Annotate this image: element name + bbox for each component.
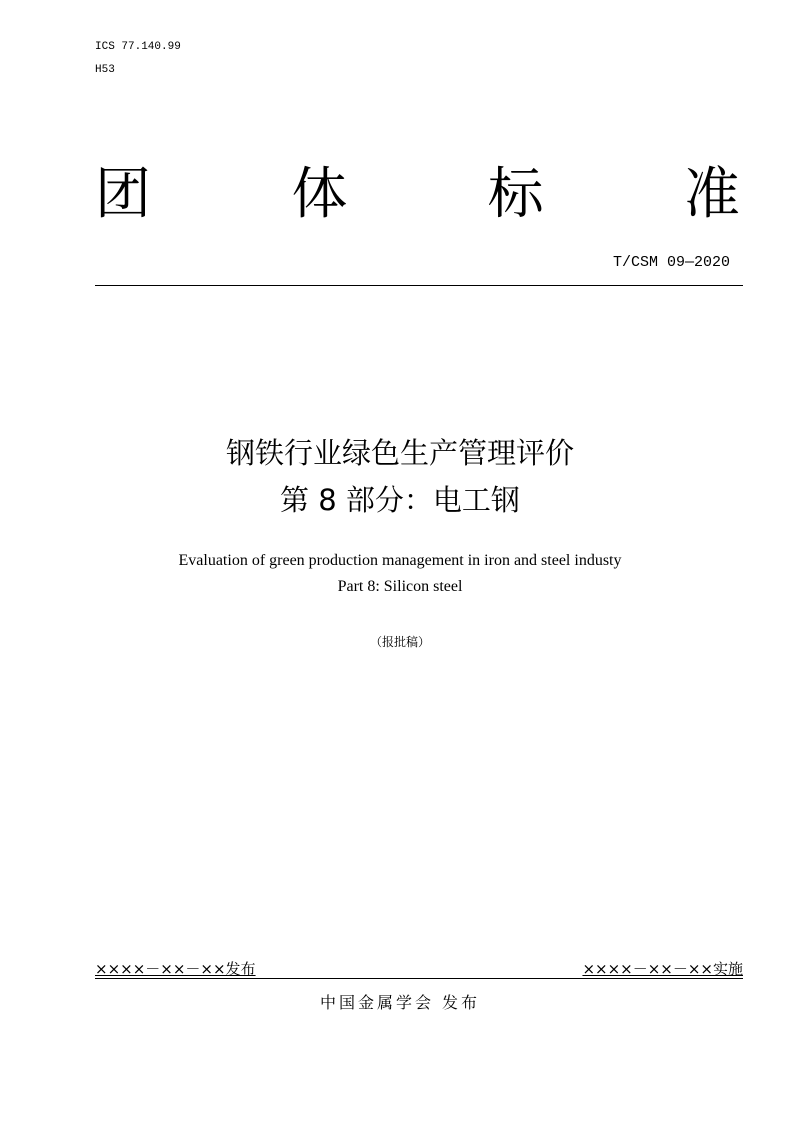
standard-type-char: 团 xyxy=(95,162,151,227)
standard-type-char: 标 xyxy=(487,162,544,227)
issue-date: ××××－××－××发布 xyxy=(95,960,256,978)
standard-type-char: 准 xyxy=(683,162,740,227)
implementation-date: ××××－××－××实施 xyxy=(582,960,743,978)
standard-type-heading xyxy=(95,160,740,230)
chinese-title-line-1: 钢铁行业绿色生产管理评价 xyxy=(225,436,574,470)
ics-code: ICS 77.140.99 xyxy=(95,41,181,53)
english-title-line-2: Part 8: Silicon steel xyxy=(337,578,463,595)
ccs-code: H53 xyxy=(95,64,115,76)
english-title-line-1: Evaluation of green production management in iron and steel industy xyxy=(178,552,622,569)
publisher: 中国金属学会 发布 xyxy=(319,993,481,1012)
standard-number: T/CSM 09—2020 xyxy=(612,254,730,271)
draft-status: （报批稿） xyxy=(369,635,430,649)
header-divider xyxy=(95,285,743,286)
footer-divider xyxy=(95,978,743,979)
standard-type-char: 体 xyxy=(291,162,348,227)
chinese-title-line-2: 第 8 部分：电工钢 xyxy=(280,483,520,517)
